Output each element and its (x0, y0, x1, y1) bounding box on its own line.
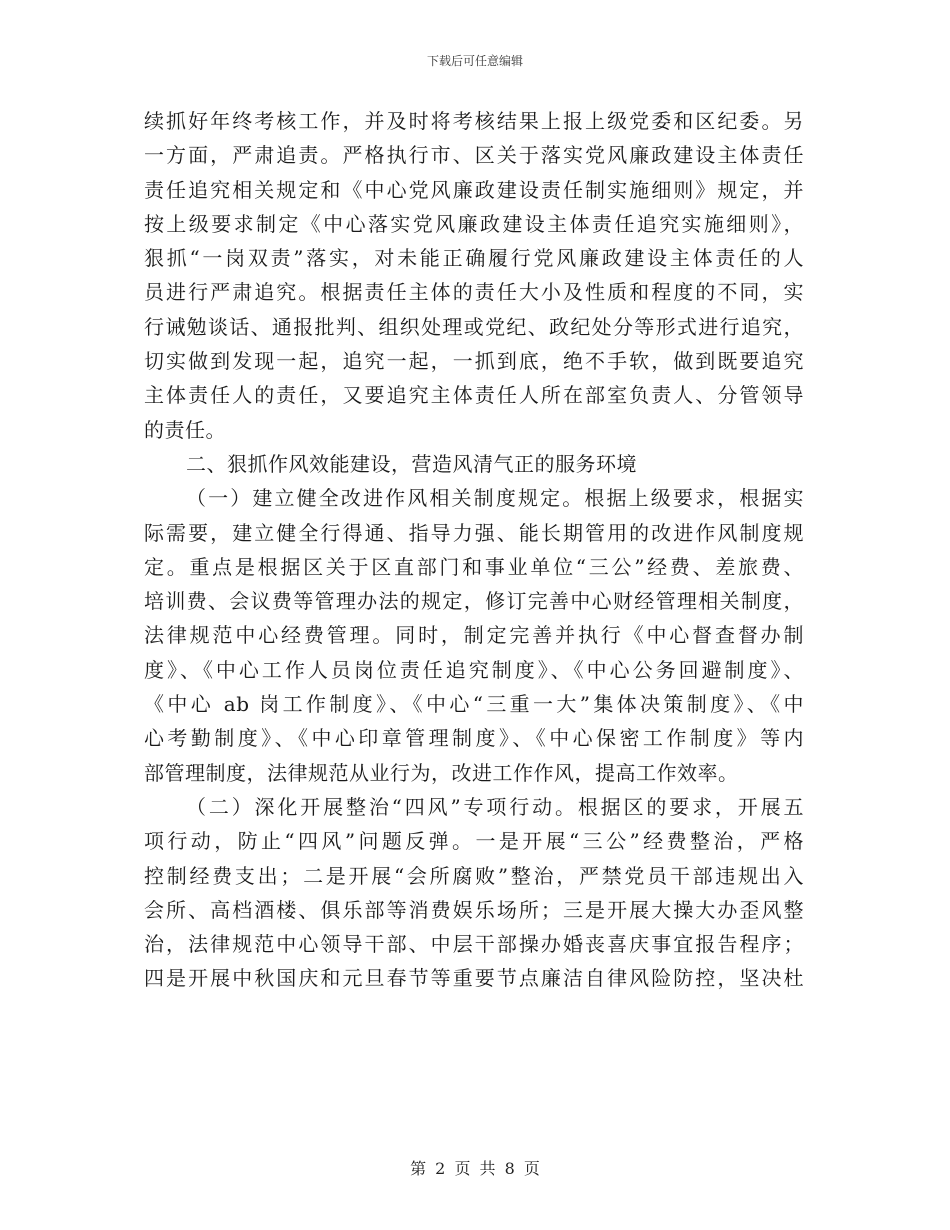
text-line: 法律规范中心经费管理。同时，制定完善并执行《中心督查督办制 (144, 623, 804, 648)
text-line: 一方面，严肃追责。严格执行市、区关于落实党风廉政建设主体责任 (144, 143, 804, 168)
text-line: 行诫勉谈话、通报批判、组织处理或党纪、政纪处分等形式进行追究， (144, 314, 804, 339)
text-line: 部管理制度，法律规范从业行为，改进工作作风，提高工作效率。 (144, 760, 739, 785)
text-line: 续抓好年终考核工作，并及时将考核结果上报上级党委和区纪委。另 (144, 109, 804, 133)
text-line: 度》、《中心工作人员岗位责任追究制度》、《中心公务回避制度》、 (144, 657, 804, 682)
text-line: （一）建立健全改进作风相关制度规定。根据上级要求，根据实 (186, 486, 804, 511)
text-line: 狠抓“一岗双责”落实，对未能正确履行党风廉政建设主体责任的人 (144, 246, 804, 271)
text-line: 《中心 ab 岗工作制度》、《中心“三重一大”集体决策制度》、《中 (144, 692, 804, 717)
text-line: 四是开展中秋国庆和元旦春节等重要节点廉洁自律风险防控，坚决杜 (144, 966, 804, 991)
text-line: 责任追究相关规定和《中心党风廉政建设责任制实施细则》规定，并 (144, 177, 804, 202)
page-footer: 第 2 页 共 8 页 (410, 1159, 540, 1178)
page-header: 下载后可任意编辑 (426, 54, 523, 68)
text-line: 主体责任人的责任，又要追究主体责任人所在部室负责人、分管领导 (144, 383, 804, 408)
text-line: 切实做到发现一起，追究一起，一抓到底，绝不手软，做到既要追究 (144, 349, 804, 374)
text-line: 员进行严肃追究。根据责任主体的责任大小及性质和程度的不同，实 (144, 280, 804, 305)
text-line: 培训费、会议费等管理办法的规定，修订完善中心财经管理相关制度， (144, 589, 804, 614)
document-body (144, 104, 804, 996)
text-line: 按上级要求制定《中心落实党风廉政建设主体责任追究实施细则》， (144, 211, 804, 236)
text-line: 心考勤制度》、《中心印章管理制度》、《中心保密工作制度》等内 (144, 726, 804, 751)
text-line: 项行动，防止“四风”问题反弹。一是开展“三公”经费整治，严格 (144, 829, 804, 854)
text-line: 际需要，建立健全行得通、指导力强、能长期管用的改进作风制度规 (144, 520, 804, 545)
text-line: 治，法律规范中心领导干部、中层干部操办婚丧喜庆事宜报告程序； (144, 932, 804, 957)
text-line: 会所、高档酒楼、俱乐部等消费娱乐场所；三是开展大操大办歪风整 (144, 897, 804, 922)
text-line: 的责任。 (144, 417, 226, 442)
text-line: 二、狠抓作风效能建设，营造风清气正的服务环境 (186, 451, 637, 476)
text-line: 定。重点是根据区关于区直部门和事业单位“三公”经费、差旅费、 (144, 554, 804, 579)
text-line: （二）深化开展整治“四风”专项行动。根据区的要求，开展五 (186, 794, 804, 819)
text-line: 控制经费支出；二是开展“会所腐败”整治，严禁党员干部违规出入 (144, 863, 804, 888)
